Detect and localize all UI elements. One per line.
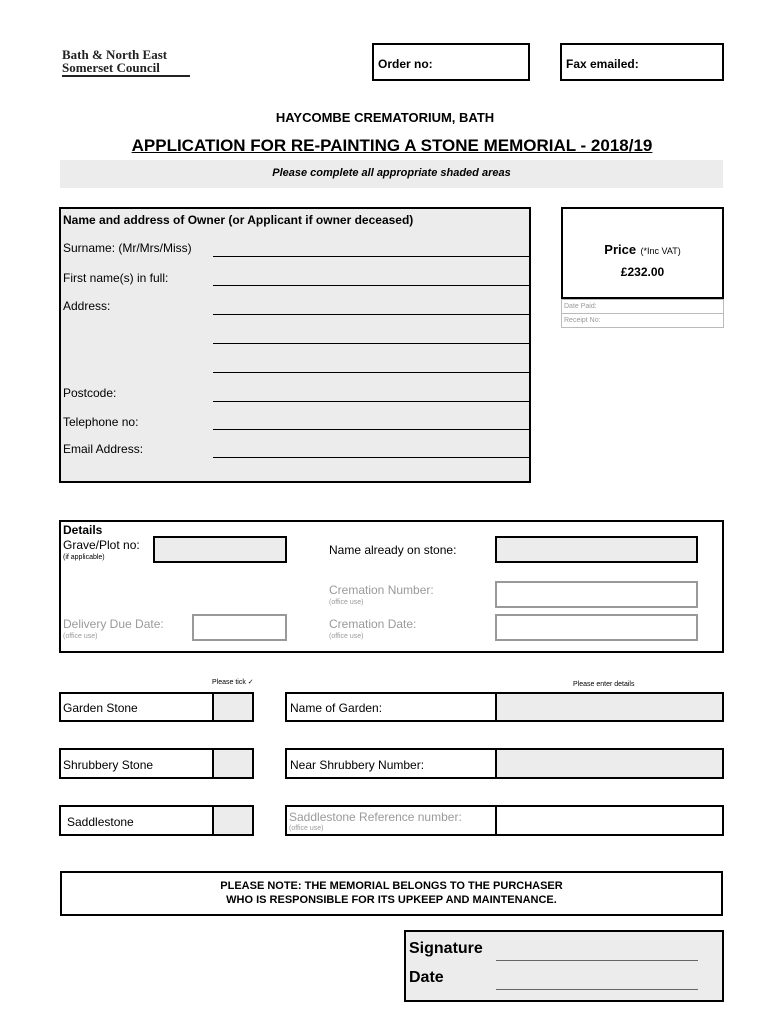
saddlestone-ref-input[interactable] [495,805,724,836]
price-vat-note: (*Inc VAT) [640,246,681,256]
name-on-stone-label: Name already on stone: [329,543,457,557]
owner-heading: Name and address of Owner (or Applicant if owner deceased) [63,213,414,227]
please-tick-label: Please tick ✓ [212,679,254,686]
fax-emailed-box[interactable] [560,43,724,81]
address-input-line-2[interactable] [213,343,529,344]
surname-label: Surname: (Mr/Mrs/Miss) [63,241,192,255]
grave-note: (if applicable) [63,554,105,561]
instruction-banner [60,160,723,188]
delivery-date-input[interactable] [192,614,287,641]
address-input-line-1[interactable] [213,314,529,315]
garden-name-input[interactable] [495,692,724,722]
details-heading: Details [63,523,103,537]
date-label: Date [409,969,444,986]
council-name-line1: Bath & North East [62,47,168,62]
council-logo [62,48,190,77]
price-amount: £232.00 [620,265,665,279]
delivery-note: (office use) [63,633,98,640]
logo-underline [62,75,190,77]
crematorium-name: HAYCOMBE CREMATORIUM, BATH [275,110,495,125]
delivery-label: Delivery Due Date: [63,617,164,631]
shrubbery-stone-tickbox[interactable] [212,748,254,779]
saddlestone-option [59,805,214,836]
email-input-line[interactable] [213,457,529,458]
garden-name-label-cell [285,692,497,722]
shrubbery-number-label-cell [285,748,497,779]
date-paid-field[interactable] [561,299,724,314]
date-input-line[interactable] [496,989,698,990]
saddlestone-tickbox[interactable] [212,805,254,836]
council-name-line2: Somerset Council [62,60,160,75]
saddlestone-ref-label: Saddlestone Reference number: [289,810,462,824]
fax-emailed-label: Fax emailed: [566,57,639,71]
garden-name-label: Name of Garden: [290,701,383,715]
signature-section [404,930,724,1002]
price-box [561,207,724,299]
cremation-number-note: (office use) [329,599,364,606]
garden-stone-tickbox[interactable] [212,692,254,722]
telephone-label: Telephone no: [63,415,139,429]
saddlestone-ref-label-cell [285,805,497,836]
receipt-no-field[interactable] [561,313,724,328]
please-enter-details-label: Please enter details [573,681,635,688]
shrubbery-number-input[interactable] [495,748,724,779]
memorial-note-line2: WHO IS RESPONSIBLE FOR ITS UPKEEP AND MAINTENANCE. [226,894,557,906]
owner-section [59,207,531,483]
name-on-stone-input[interactable] [495,536,698,563]
price-label: Price [604,242,637,257]
cremation-number-input[interactable] [495,581,698,608]
order-no-label: Order no: [378,57,433,71]
memorial-note [60,871,723,916]
email-label: Email Address: [63,442,144,456]
garden-stone-option [59,692,214,722]
order-no-box[interactable] [372,43,530,81]
firstname-label: First name(s) in full: [63,271,169,285]
telephone-input-line[interactable] [213,429,529,430]
cremation-number-label: Cremation Number: [329,583,434,597]
surname-input-line[interactable] [213,256,529,257]
signature-input-line[interactable] [496,960,698,961]
garden-stone-label: Garden Stone [63,701,138,715]
signature-label: Signature [409,940,483,957]
instruction-text: Please complete all appropriate shaded areas [272,167,511,179]
postcode-input-line[interactable] [213,401,529,402]
cremation-date-note: (office use) [329,633,364,640]
grave-label: Grave/Plot no: [63,538,140,552]
form-title: APPLICATION FOR RE-PAINTING A STONE MEMORIAL - 2018/19 [131,136,653,155]
price-heading [563,241,722,259]
date-paid-label: Date Paid: [564,303,597,310]
grave-plot-input[interactable] [153,536,287,563]
saddlestone-ref-note: (office use) [289,825,324,832]
saddlestone-label: Saddlestone [67,815,134,829]
receipt-no-label: Receipt No: [564,317,601,324]
shrubbery-number-label: Near Shrubbery Number: [290,758,425,772]
address-label: Address: [63,299,111,313]
cremation-date-input[interactable] [495,614,698,641]
postcode-label: Postcode: [63,386,117,400]
address-input-line-3[interactable] [213,372,529,373]
shrubbery-stone-option [59,748,214,779]
firstname-input-line[interactable] [213,285,529,286]
cremation-date-label: Cremation Date: [329,617,417,631]
shrubbery-stone-label: Shrubbery Stone [63,758,154,772]
memorial-note-line1: PLEASE NOTE: THE MEMORIAL BELONGS TO THE PURCHASER [220,880,563,892]
